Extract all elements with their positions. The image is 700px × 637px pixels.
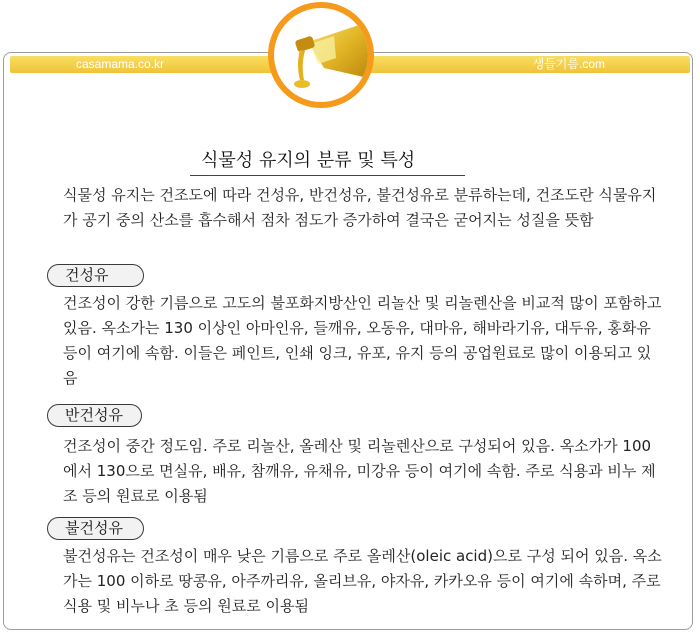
site-url-left: casamama.co.kr: [76, 57, 165, 71]
section-label-semi-drying-oil: 반건성유: [47, 404, 142, 427]
title-underline: [190, 175, 465, 176]
site-url-right: 생들기름.com: [532, 57, 605, 71]
section-text-semi-drying-oil: 건조성이 중간 정도임. 주로 리놀산, 올레산 및 리놀렌산으로 구성되어 있음. 옥소가가 100에서 130으로 면실유, 배유, 참깨유, 유채유, 미강유 등이 여기에 속함. 주로 식용과 비누 제조 등의 원료로 이용됨: [63, 437, 656, 505]
section-text-non-drying-oil: 불건성유는 건조성이 매우 낮은 기름으로 주로 올레산(oleic acid)으로 구성 되어 있음. 옥소가는 100 이하로 땅콩유, 아주까리유, 올리브유, 야자유, 카카오유 등이 여기에 속하며, 주로 식용 및 비누나 초 등의 원료로 이용됨: [63, 547, 662, 615]
section-label-drying-oil: 건성유: [47, 264, 144, 287]
page-title: 식물성 유지의 분류 및 특성: [201, 150, 416, 171]
section-label-non-drying-oil: 불건성유: [47, 517, 144, 540]
section-text-drying-oil: 건조성이 강한 기름으로 고도의 불포화지방산인 리놀산 및 리놀렌산을 비교적 많이 포함하고 있음. 옥소가는 130 이상인 아마인유, 들깨유, 오동유, 대마유, 해바라기유, 대두유, 홍화유등이 여기에 속함. 이들은 페인트, 인쇄 잉크, 유포, 유지 등의 공업원료로 많이 이용되고 있음: [63, 294, 662, 387]
oil-bottle-icon: [274, 8, 368, 102]
oil-pouring-logo: [268, 2, 374, 108]
intro-paragraph: 식물성 유지는 건조도에 따라 건성유, 반건성유, 불건성유로 분류하는데, 건조도란 식물유지가 공기 중의 산소를 흡수해서 점차 점도가 증가하여 결국은 굳어지는 성질을 뜻함: [63, 186, 657, 229]
